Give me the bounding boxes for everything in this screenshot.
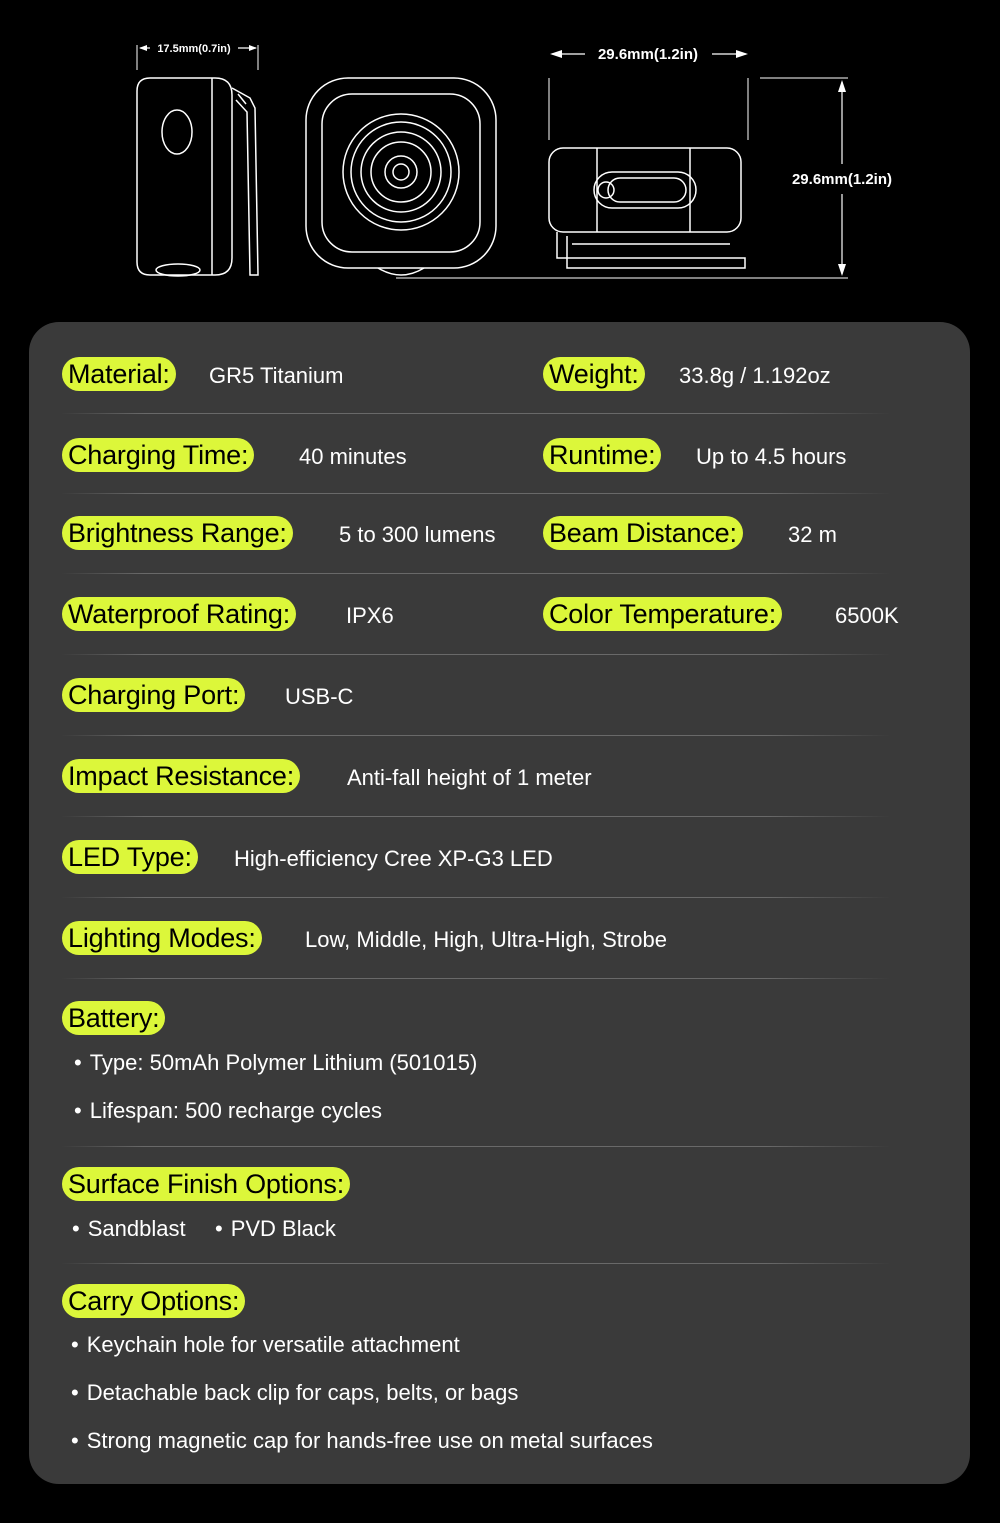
charging-port-label: Charging Port: xyxy=(62,678,245,712)
finish-pvd-black-text: PVD Black xyxy=(230,1216,336,1241)
list-item: • Lifespan: 500 recharge cycles xyxy=(74,1098,382,1123)
carry-keychain-text: Keychain hole for versatile attachment xyxy=(86,1332,460,1357)
finish-sandblast-text: Sandblast xyxy=(87,1216,186,1241)
divider xyxy=(61,413,891,414)
beam-distance-label: Beam Distance: xyxy=(543,516,743,550)
weight-value: 33.8g / 1.192oz xyxy=(679,363,831,388)
weight-label: Weight: xyxy=(543,357,645,391)
beam-distance-value: 32 m xyxy=(788,522,837,547)
list-item: • Type: 50mAh Polymer Lithium (501015) xyxy=(74,1050,478,1075)
divider xyxy=(61,654,891,655)
battery-label: Battery: xyxy=(62,1001,165,1035)
carry-magnet-text: Strong magnetic cap for hands-free use on metal surfaces xyxy=(86,1428,653,1453)
charging-time-label: Charging Time: xyxy=(62,438,254,472)
carry-clip-text: Detachable back clip for caps, belts, or bags xyxy=(86,1380,519,1405)
divider xyxy=(61,978,891,979)
waterproof-rating-value: IPX6 xyxy=(346,603,394,628)
dimension-drawing xyxy=(0,0,1000,300)
battery-type-text: Type: 50mAh Polymer Lithium (501015) xyxy=(89,1050,478,1075)
height-dimension-label: 29.6mm(1.2in) xyxy=(791,171,893,188)
divider xyxy=(61,816,891,817)
impact-resistance-label: Impact Resistance: xyxy=(62,759,300,793)
list-item: • Sandblast xyxy=(72,1216,186,1241)
divider xyxy=(61,1263,891,1264)
lighting-modes-value: Low, Middle, High, Ultra-High, Strobe xyxy=(305,927,667,952)
specifications-panel xyxy=(29,322,970,1484)
divider xyxy=(61,493,891,494)
list-item: • Keychain hole for versatile attachment xyxy=(71,1332,460,1357)
list-item: • Strong magnetic cap for hands-free use on metal surfaces xyxy=(71,1428,653,1453)
color-temperature-value: 6500K xyxy=(835,603,899,628)
divider xyxy=(61,1146,891,1147)
brightness-range-value: 5 to 300 lumens xyxy=(339,522,496,547)
list-item: • PVD Black xyxy=(215,1216,336,1241)
charging-port-value: USB-C xyxy=(285,684,354,709)
waterproof-rating-label: Waterproof Rating: xyxy=(62,597,296,631)
battery-lifespan-text: Lifespan: 500 recharge cycles xyxy=(89,1098,382,1123)
divider xyxy=(61,735,891,736)
material-value: GR5 Titanium xyxy=(209,363,344,388)
divider xyxy=(61,897,891,898)
list-item: • Detachable back clip for caps, belts, or bags xyxy=(71,1380,519,1405)
led-type-value: High-efficiency Cree XP-G3 LED xyxy=(234,846,553,871)
depth-dimension-label: 17.5mm(0.7in) xyxy=(157,43,231,55)
color-temperature-label: Color Temperature: xyxy=(543,597,782,631)
led-type-label: LED Type: xyxy=(62,840,198,874)
lighting-modes-label: Lighting Modes: xyxy=(62,921,262,955)
divider xyxy=(61,573,891,574)
runtime-value: Up to 4.5 hours xyxy=(696,444,847,469)
charging-time-value: 40 minutes xyxy=(299,444,407,469)
carry-options-label: Carry Options: xyxy=(62,1284,245,1318)
width-dimension-label: 29.6mm(1.2in) xyxy=(597,46,699,63)
surface-finish-label: Surface Finish Options: xyxy=(62,1167,350,1201)
front-view xyxy=(306,78,496,275)
impact-resistance-value: Anti-fall height of 1 meter xyxy=(347,765,592,790)
runtime-label: Runtime: xyxy=(543,438,661,472)
material-label: Material: xyxy=(62,357,176,391)
side-view xyxy=(137,45,258,276)
brightness-range-label: Brightness Range: xyxy=(62,516,293,550)
